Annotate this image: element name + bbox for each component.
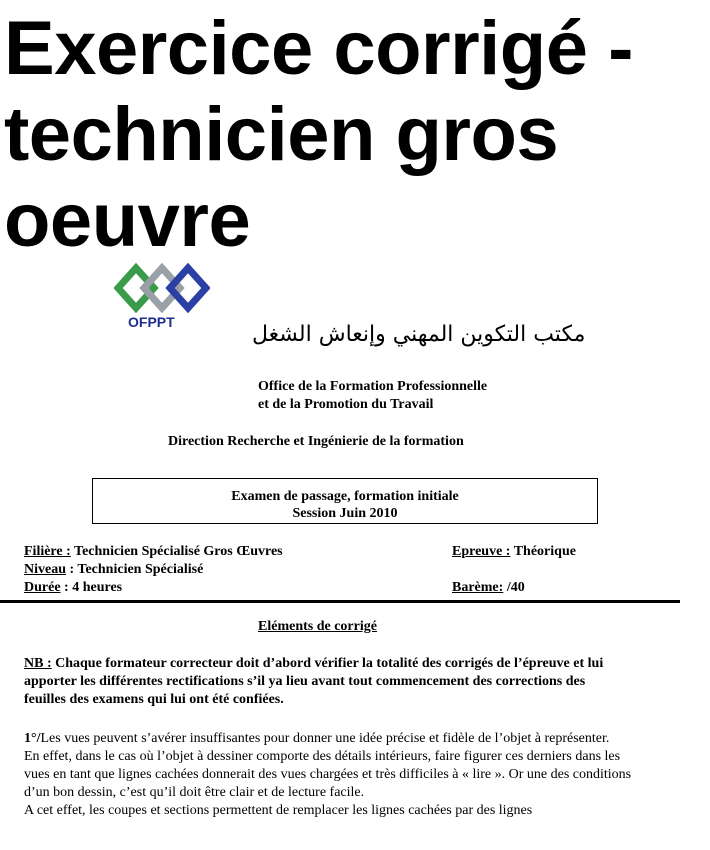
filiere-value: Technicien Spécialisé Gros Œuvres — [70, 544, 283, 559]
bareme-label: Barème: — [452, 580, 504, 595]
niveau-row — [24, 561, 203, 579]
office-line-2: et de la Promotion du Travail — [258, 397, 434, 412]
title-line-3: oeuvre — [4, 178, 251, 263]
answer-text-1: Les vues peuvent s’avérer insuffisantes pour donner une idée précise et fidèle de l’objet à représenter. — [40, 731, 610, 746]
section-heading: Eléments de corrigé — [258, 619, 377, 634]
duree-value: : 4 heures — [60, 580, 123, 595]
divider-rule — [0, 600, 680, 603]
ofppt-logo — [114, 262, 210, 314]
answer-paragraph-1 — [24, 730, 634, 748]
office-name — [258, 378, 487, 414]
duree-row — [24, 579, 122, 597]
answer-paragraph-3: A cet effet, les coupes et sections permettent de remplacer les lignes cachées par des lignes — [24, 803, 533, 818]
office-line-1: Office de la Formation Professionnelle — [258, 379, 488, 394]
nb-text: Chaque formateur correcteur doit d’abord vérifier la totalité des corrigés de l’épreuve et lui apporter les différentes rectifications s’il ya lieu avant tout commencement des corrections des feuilles des examens qui lui ont été confiées. — [24, 656, 604, 707]
title-line-1: Exercice corrigé - — [4, 6, 633, 91]
epreuve-value: Théorique — [510, 544, 576, 559]
answer-body — [24, 730, 634, 820]
filiere-label: Filière : — [24, 544, 71, 559]
answer-paragraph-2: En effet, dans le cas où l’objet à dessiner comporte des détails intérieurs, faire figurer ces derniers dans les vues en tant que lignes cachées donnerait des vues chargées et très difficiles à « lire ». Or une des conditions d’un bon dessin, c’est qu’il doit être clair et de lecture facile. — [24, 749, 632, 800]
direction-heading: Direction Recherche et Ingénierie de la formation — [168, 434, 464, 449]
question-number: 1°/ — [24, 731, 41, 746]
exam-line-2: Session Juin 2010 — [292, 506, 398, 521]
nb-paragraph — [24, 655, 624, 709]
exam-line-1: Examen de passage, formation initiale — [231, 489, 459, 504]
title-line-2: technicien gros — [4, 92, 559, 177]
epreuve-label: Epreuve : — [452, 544, 511, 559]
bareme-row — [452, 579, 525, 597]
arabic-institution-name: مكتب التكوين المهني وإنعاش الشغل — [252, 322, 586, 347]
niveau-value: : Technicien Spécialisé — [66, 562, 204, 577]
nb-label: NB : — [24, 656, 52, 671]
bareme-value: /40 — [503, 580, 525, 595]
page-title — [4, 6, 704, 264]
filiere-row — [24, 543, 283, 561]
logo-text: OFPPT — [128, 314, 175, 330]
epreuve-row — [452, 543, 576, 561]
niveau-label: Niveau — [24, 562, 66, 577]
duree-label: Durée — [24, 580, 61, 595]
exam-box — [92, 478, 598, 524]
